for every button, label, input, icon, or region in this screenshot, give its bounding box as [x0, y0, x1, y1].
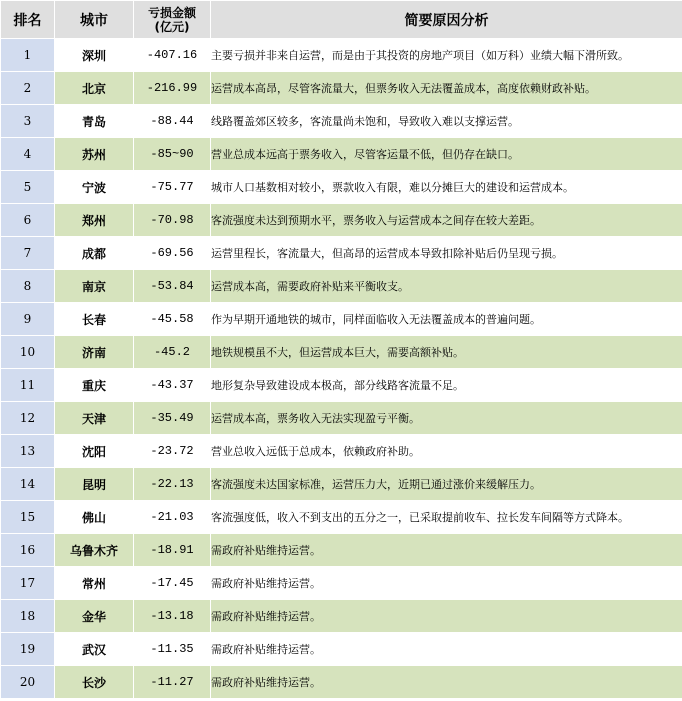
table-row	[1, 138, 682, 171]
reason-cell: 需政府补贴维持运营。	[211, 600, 682, 633]
amount-cell: -43.37	[134, 369, 211, 402]
rank-cell: 8	[1, 270, 55, 303]
amount-cell: -88.44	[134, 105, 211, 138]
amount-cell: -45.58	[134, 303, 211, 336]
reason-cell: 线路覆盖郊区较多，客流量尚未饱和，导致收入难以支撑运营。	[211, 105, 682, 138]
table-row	[1, 336, 682, 369]
amount-cell: -13.18	[134, 600, 211, 633]
reason-cell: 主要亏损并非来自运营，而是由于其投资的房地产项目（如万科）业绩大幅下滑所致。	[211, 39, 682, 72]
reason-column-header: 简要原因分析	[211, 1, 682, 39]
table-row	[1, 534, 682, 567]
city-cell: 南京	[55, 270, 134, 303]
table-row	[1, 105, 682, 138]
table-header	[1, 1, 682, 39]
amount-cell: -18.91	[134, 534, 211, 567]
table-row	[1, 171, 682, 204]
amount-cell: -35.49	[134, 402, 211, 435]
reason-cell: 客流强度未达到预期水平，票务收入与运营成本之间存在较大差距。	[211, 204, 682, 237]
city-cell: 成都	[55, 237, 134, 270]
reason-cell: 运营成本高昂，尽管客流量大，但票务收入无法覆盖成本，高度依赖财政补贴。	[211, 72, 682, 105]
table-row	[1, 72, 682, 105]
city-cell: 北京	[55, 72, 134, 105]
table-row	[1, 39, 682, 72]
amount-cell: -21.03	[134, 501, 211, 534]
table-row	[1, 501, 682, 534]
reason-cell: 需政府补贴维持运营。	[211, 534, 682, 567]
city-cell: 佛山	[55, 501, 134, 534]
amount-column-header	[134, 1, 211, 39]
reason-cell: 运营成本高，需要政府补贴来平衡收支。	[211, 270, 682, 303]
reason-cell: 需政府补贴维持运营。	[211, 633, 682, 666]
amount-cell: -85~90	[134, 138, 211, 171]
reason-cell: 客流强度低，收入不到支出的五分之一，已采取提前收车、拉长发车间隔等方式降本。	[211, 501, 682, 534]
reason-cell: 地形复杂导致建设成本极高，部分线路客流量不足。	[211, 369, 682, 402]
header-row	[1, 1, 682, 39]
amount-cell: -17.45	[134, 567, 211, 600]
city-cell: 天津	[55, 402, 134, 435]
reason-cell: 城市人口基数相对较小，票款收入有限，难以分摊巨大的建设和运营成本。	[211, 171, 682, 204]
city-cell: 金华	[55, 600, 134, 633]
table-row	[1, 204, 682, 237]
reason-cell: 作为早期开通地铁的城市，同样面临收入无法覆盖成本的普遍问题。	[211, 303, 682, 336]
amount-cell: -22.13	[134, 468, 211, 501]
rank-cell: 20	[1, 666, 55, 699]
city-cell: 长沙	[55, 666, 134, 699]
city-cell: 郑州	[55, 204, 134, 237]
rank-cell: 3	[1, 105, 55, 138]
amount-cell: -53.84	[134, 270, 211, 303]
reason-cell: 需政府补贴维持运营。	[211, 666, 682, 699]
table-body	[1, 39, 682, 699]
reason-cell: 运营里程长，客流量大，但高昂的运营成本导致扣除补贴后仍呈现亏损。	[211, 237, 682, 270]
city-cell: 重庆	[55, 369, 134, 402]
city-cell: 青岛	[55, 105, 134, 138]
city-cell: 济南	[55, 336, 134, 369]
table-row	[1, 435, 682, 468]
rank-cell: 15	[1, 501, 55, 534]
city-cell: 长春	[55, 303, 134, 336]
city-cell: 乌鲁木齐	[55, 534, 134, 567]
rank-cell: 10	[1, 336, 55, 369]
rank-cell: 9	[1, 303, 55, 336]
rank-cell: 12	[1, 402, 55, 435]
table-row	[1, 633, 682, 666]
reason-cell: 运营成本高，票务收入无法实现盈亏平衡。	[211, 402, 682, 435]
city-cell: 昆明	[55, 468, 134, 501]
reason-cell: 营业总成本远高于票务收入，尽管客运量不低，但仍存在缺口。	[211, 138, 682, 171]
amount-cell: -45.2	[134, 336, 211, 369]
table-row	[1, 237, 682, 270]
city-cell: 武汉	[55, 633, 134, 666]
rank-cell: 14	[1, 468, 55, 501]
rank-cell: 13	[1, 435, 55, 468]
reason-cell: 营业总收入远低于总成本，依赖政府补助。	[211, 435, 682, 468]
table-row	[1, 600, 682, 633]
city-cell: 常州	[55, 567, 134, 600]
table-row	[1, 303, 682, 336]
city-cell: 深圳	[55, 39, 134, 72]
amount-cell: -70.98	[134, 204, 211, 237]
rank-cell: 5	[1, 171, 55, 204]
amount-cell: -407.16	[134, 39, 211, 72]
rank-cell: 2	[1, 72, 55, 105]
rank-cell: 1	[1, 39, 55, 72]
amount-cell: -216.99	[134, 72, 211, 105]
rank-cell: 4	[1, 138, 55, 171]
rank-cell: 18	[1, 600, 55, 633]
amount-cell: -23.72	[134, 435, 211, 468]
table-row	[1, 369, 682, 402]
reason-cell: 客流强度未达国家标准，运营压力大，近期已通过涨价来缓解压力。	[211, 468, 682, 501]
rank-column-header: 排名	[1, 1, 55, 39]
amount-header-line1: 亏损金额	[147, 5, 196, 20]
rank-cell: 7	[1, 237, 55, 270]
amount-header-line2: (亿元)	[154, 19, 190, 34]
city-cell: 苏州	[55, 138, 134, 171]
amount-cell: -11.27	[134, 666, 211, 699]
table-row	[1, 468, 682, 501]
table-row	[1, 402, 682, 435]
reason-cell: 地铁规模虽不大，但运营成本巨大，需要高额补贴。	[211, 336, 682, 369]
city-cell: 宁波	[55, 171, 134, 204]
rank-cell: 19	[1, 633, 55, 666]
rank-cell: 6	[1, 204, 55, 237]
city-column-header: 城市	[55, 1, 134, 39]
rank-cell: 17	[1, 567, 55, 600]
amount-cell: -75.77	[134, 171, 211, 204]
amount-cell: -69.56	[134, 237, 211, 270]
table-row	[1, 666, 682, 699]
table-row	[1, 567, 682, 600]
rank-cell: 11	[1, 369, 55, 402]
table-row	[1, 270, 682, 303]
city-cell: 沈阳	[55, 435, 134, 468]
rank-cell: 16	[1, 534, 55, 567]
amount-cell: -11.35	[134, 633, 211, 666]
reason-cell: 需政府补贴维持运营。	[211, 567, 682, 600]
